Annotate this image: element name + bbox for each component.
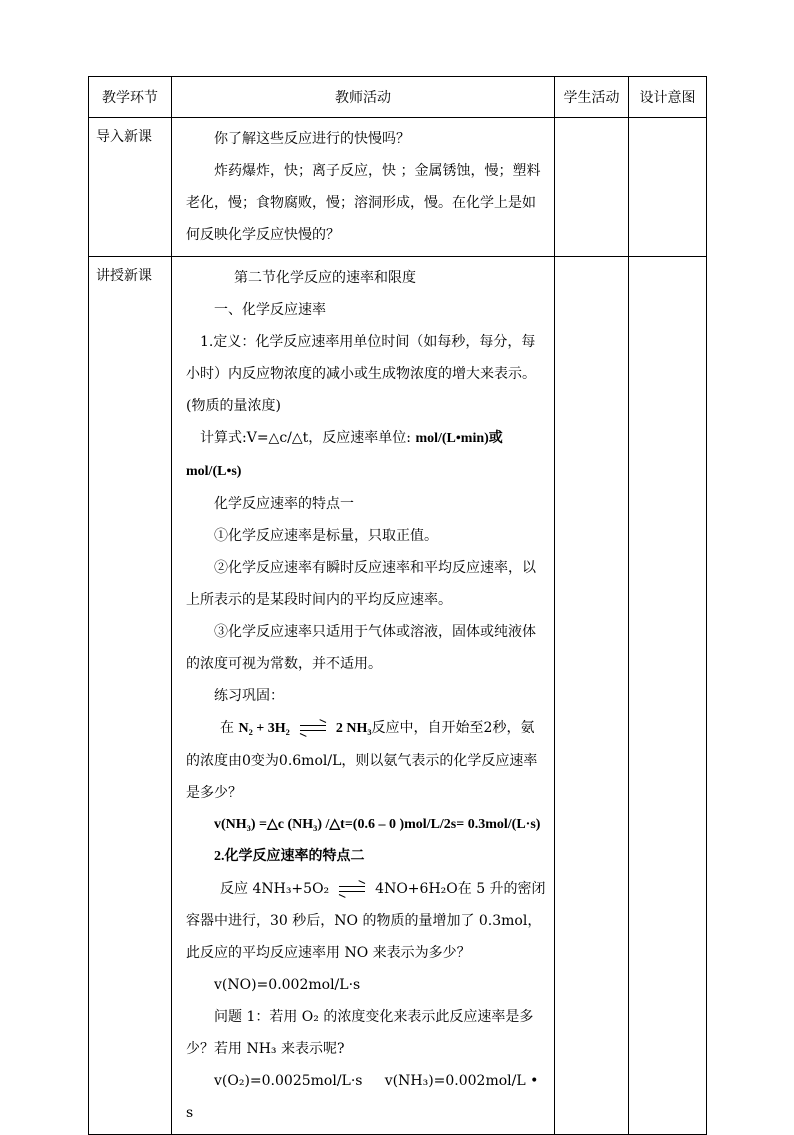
ex1-equation-left: N₂ + 3H₂	[238, 721, 290, 736]
equilibrium-arrow-icon	[339, 884, 365, 894]
point-1: ①化学反应速率是标量，只取正值。	[214, 528, 438, 544]
intro-examples: 炸药爆炸，快；离子反应，快 ；金属锈蚀，慢；塑料老化，慢；食物腐败，慢；溶洞形成，慢。在化学上是如何反映化学反应快慢的？	[186, 163, 541, 243]
stage-cell: 讲授新课	[89, 257, 172, 1135]
exercise-1-answer: v(NH₃) =△c (NH₃) /△t=(0.6 – 0 )mol/L/2s= 0.3mol/(L·s)	[214, 817, 541, 832]
definition: 1.定义：化学反应速率用单位时间（如每秒，每分，每小时）内反应物浓度的减小或生成物浓度的增大来表示。(物质的量浓度)	[186, 334, 536, 414]
table-row	[89, 118, 707, 257]
ex1-equation-right: 2 NH₃	[335, 721, 372, 736]
exercise-1	[186, 712, 548, 809]
sub-title: 一、化学反应速率	[214, 302, 326, 318]
point-3: ③化学反应速率只适用于气体或溶液，固体或纯液体的浓度可视为常数，并不适用。	[186, 624, 536, 672]
stage-cell: 导入新课	[89, 118, 172, 257]
equilibrium-arrow-icon	[300, 723, 326, 733]
header-teacher-activity: 教师活动	[172, 77, 555, 118]
answers-o2-nh3	[186, 1065, 548, 1129]
ex1-text: 反应中，自开始至2秒，氨的浓度由0变为0.6mol/L，则以氨气表示的化学反应速率是多少？	[186, 720, 538, 801]
design-intent-cell	[629, 118, 707, 257]
header-design-intent: 设计意图	[629, 77, 707, 118]
lesson-plan-table	[88, 76, 707, 1135]
section-title: 第二节化学反应的速率和限度	[234, 270, 416, 286]
header-student-activity: 学生活动	[555, 77, 629, 118]
ex2-equation-right: 4NO+6H₂O	[375, 881, 458, 897]
ex1-prefix: 在	[220, 720, 234, 736]
ex2-equation-left: 4NH₃+5O₂	[252, 881, 330, 897]
intro-question: 你了解这些反应进行的快慢吗？	[214, 131, 410, 147]
formula-prefix: 计算式:V=△c/△t，反应速率单位:	[200, 430, 416, 446]
design-intent-cell	[629, 257, 707, 1135]
header-row	[89, 77, 707, 118]
teacher-activity-cell	[172, 257, 555, 1135]
ex2-text: 在 5 升的密闭容器中进行，30 秒后，NO 的物质的量增加了 0.3mol，此反应的平均反应速率用 NO 来表示为多少？	[186, 881, 546, 961]
practice-title: 练习巩固：	[214, 688, 284, 704]
student-activity-cell	[555, 257, 629, 1135]
question-1: 问题 1：若用 O₂ 的浓度变化来表示此反应速率是多少？若用 NH₃ 来表示呢?	[186, 1009, 534, 1057]
exercise-2	[186, 873, 548, 969]
exercise-2-answer: v(NO)=0.002mol/L·s	[214, 977, 361, 993]
answer-o2: v(O₂)=0.0025mol/L·s	[214, 1073, 363, 1089]
formula	[186, 422, 548, 488]
header-stage: 教学环节	[89, 77, 172, 118]
feature2-title: 2.化学反应速率的特点二	[214, 849, 365, 864]
teacher-activity-cell	[172, 118, 555, 257]
student-activity-cell	[555, 118, 629, 257]
point-2: ②化学反应速率有瞬时反应速率和平均反应速率，以上所表示的是某段时间内的平均反应速率。	[186, 560, 536, 608]
answer-nh3: v(NH₃)=0.002mol/L • s	[186, 1073, 539, 1121]
table-row	[89, 257, 707, 1135]
feature1-title: 化学反应速率的特点一	[214, 496, 354, 512]
formula-units: mol/(L•min)或 mol/(L•s)	[186, 431, 503, 479]
ex2-prefix: 反应	[220, 881, 248, 897]
